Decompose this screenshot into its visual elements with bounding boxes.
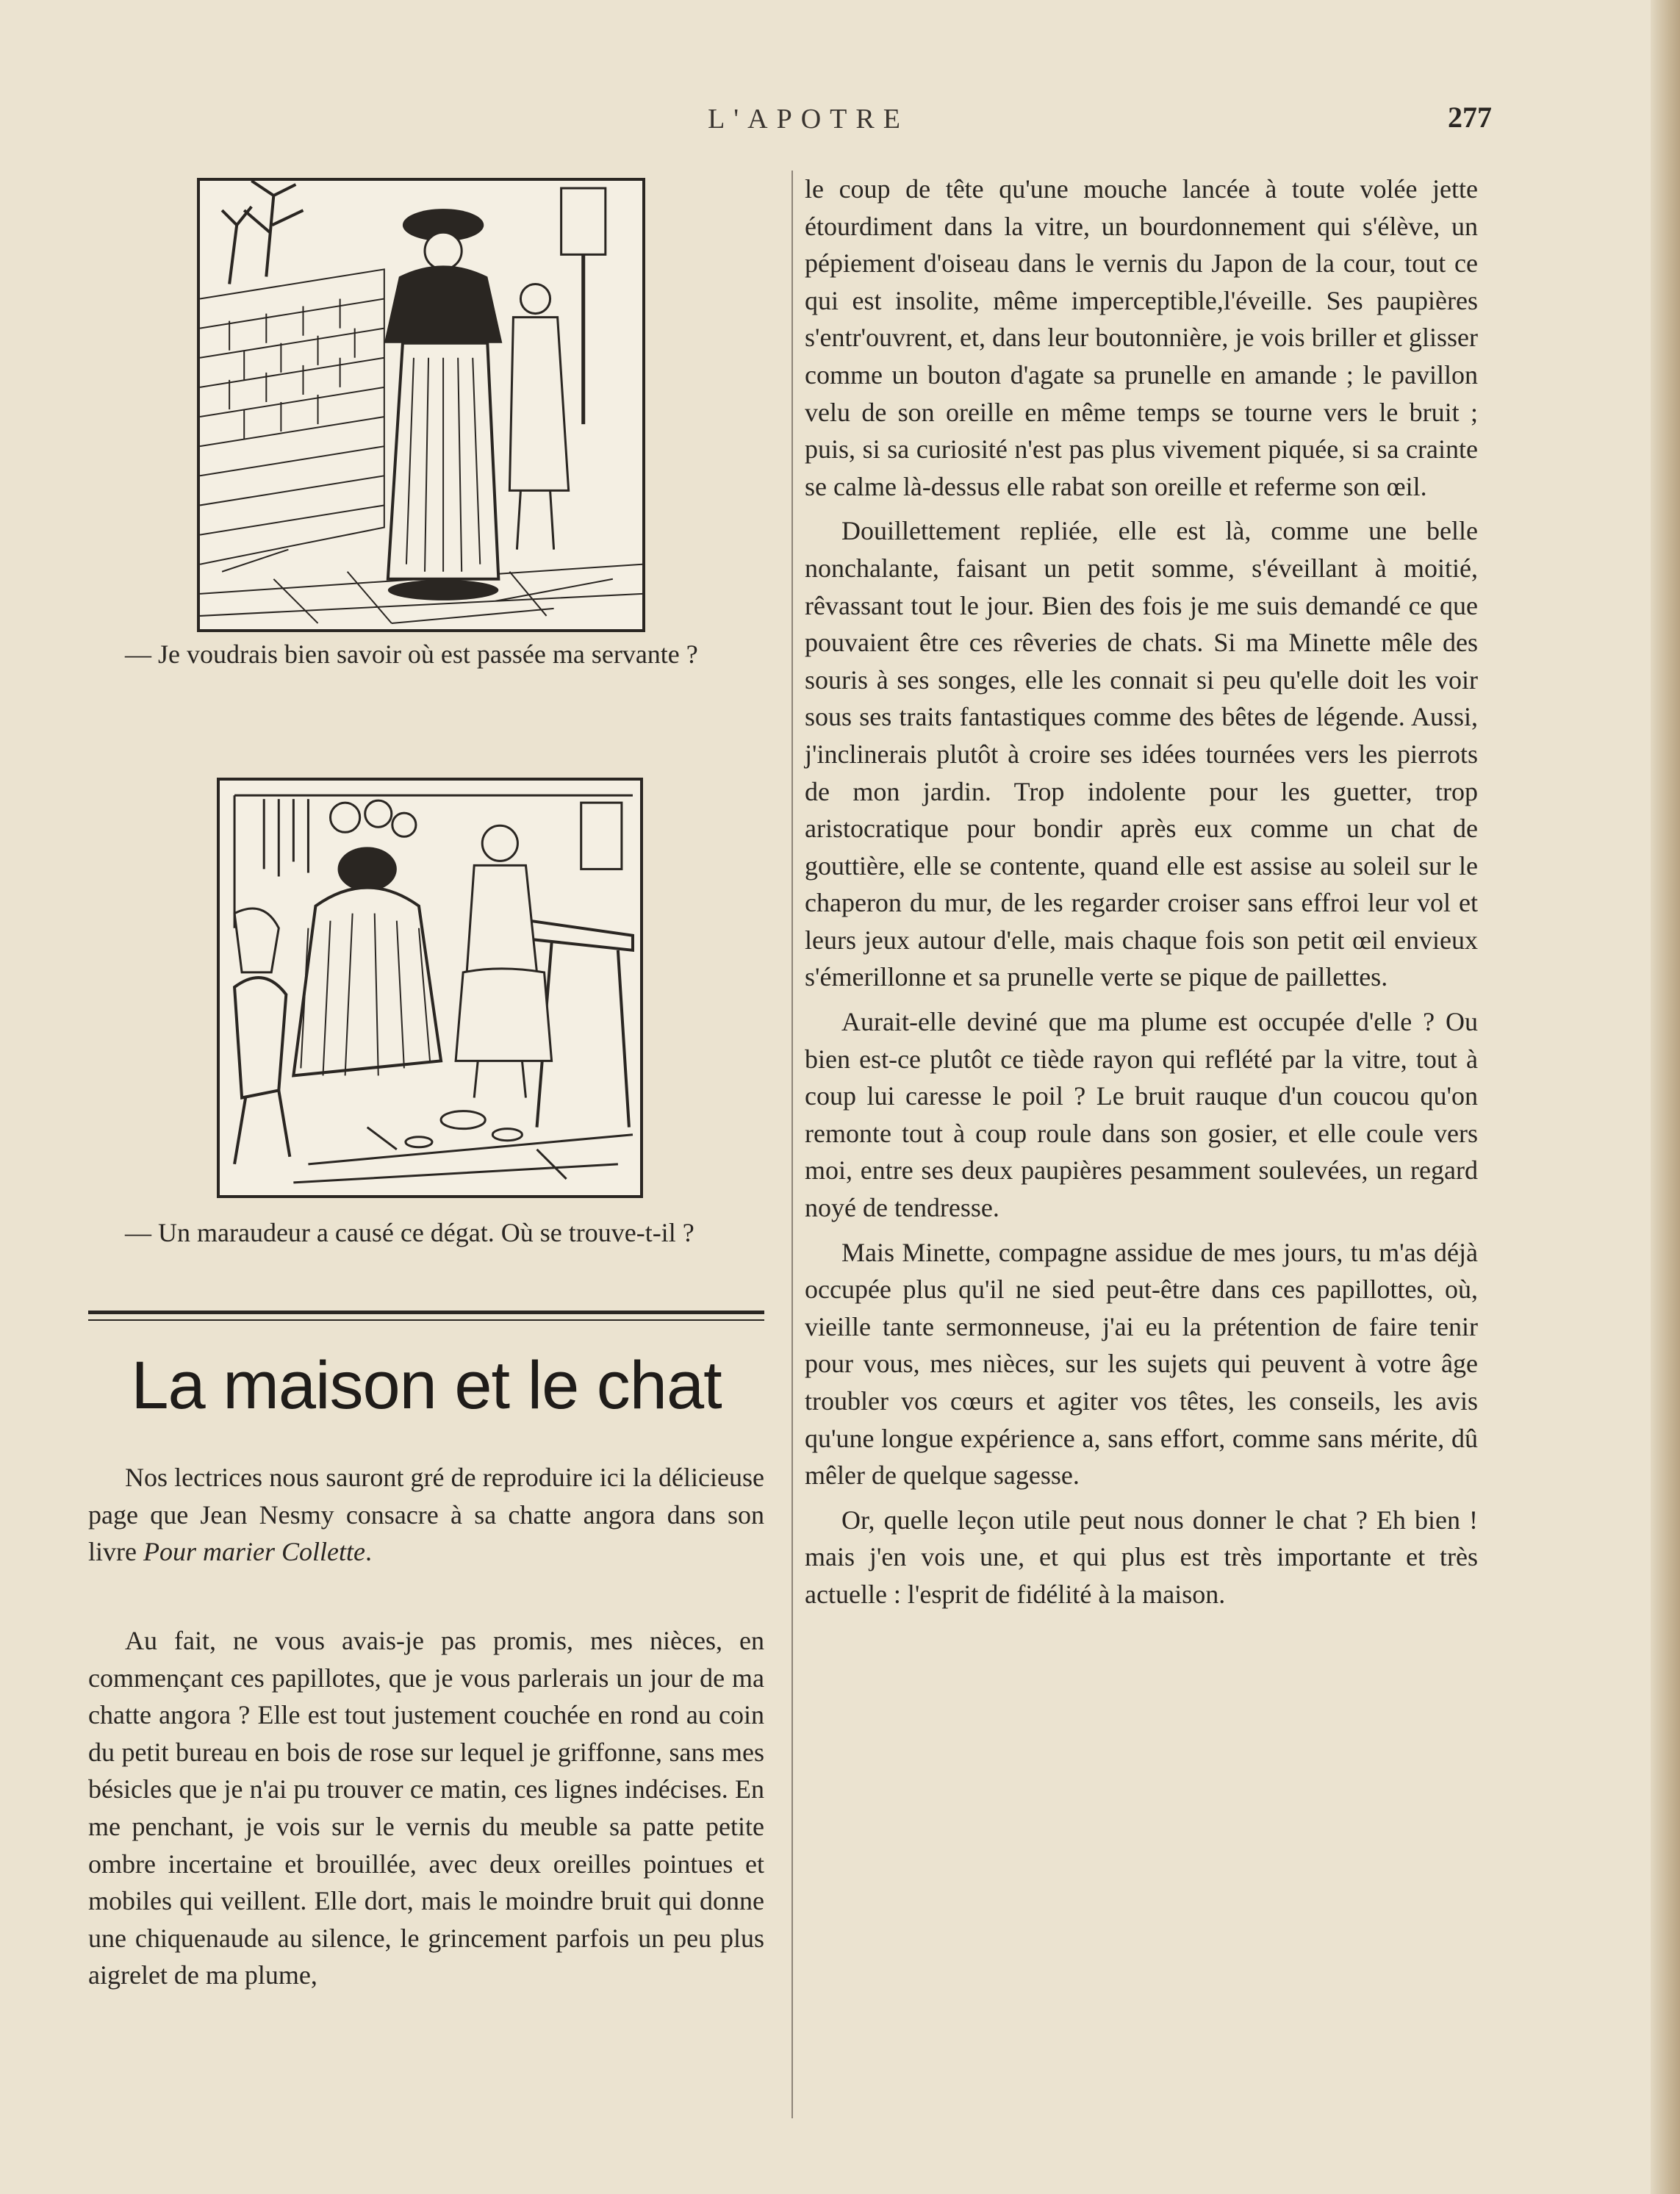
right-column (805, 171, 1478, 1621)
book-title: Pour marier Collette (143, 1537, 365, 1567)
section-rule-thin (88, 1319, 764, 1321)
illustration-kitchen (217, 778, 643, 1198)
page-edge (1651, 0, 1680, 2194)
column-divider (791, 171, 793, 2118)
section-rule-thick (88, 1311, 764, 1314)
article-paragraph: Or, quelle leçon utile peut nous donner le chat ? Eh bien ! mais j'en vois une, et qui plus est très importante et très actuelle : l'esprit de fidélité à la maison. (805, 1505, 1478, 1609)
engraving-lady-icon (200, 181, 642, 629)
running-title: L'APOTRE (708, 104, 909, 135)
article-paragraph: le coup de tête qu'une mouche lancée à toute volée jette étourdiment dans la vitre, un bourdonnement qui s'élève, un pépiement d'oiseau dans le vernis du Japon de la cour, tout ce qui est insolite, même imperceptible,l'éveille. Ses paupières s'entr'ouvrent, et, dans leur boutonnière, je vois briller et glisser comme un bouton d'agate sa prunelle en amande ; le pavillon velu de son oreille en même temps se tourne vers le bruit ; puis, si sa curiosité n'est pas plus vivement piquée, si sa crainte se calme là-dessus elle rabat son oreille et referme son œil. (805, 174, 1478, 501)
intro-period: . (365, 1537, 372, 1567)
illustration-caption-1: — Je voudrais bien savoir où est passée ma servante ? (125, 639, 698, 669)
article-paragraph: Aurait-elle deviné que ma plume est occupée d'elle ? Ou bien est-ce plutôt ce tiède rayon qui reflété par la vitre, tout à coup lui caresse le poil ? Le bruit rauque d'un coucou qu'on remonte tout à coup roule dans son gosier, et elle coule vers moi, entre ses deux paupières pesamment soulevées, un regard noyé de tendresse. (805, 1007, 1478, 1223)
article-paragraph: Douillettement repliée, elle est là, comme une belle nonchalante, faisant un petit somme, s'éveillant à moitié, rêvassant tout le jour. Bien des fois je me suis demandé ce que pouvaient être ces rêveries de chats. Si ma Minette mêle des souris à ses songes, elle les connait si peu qu'elle doit les voir sous ses traits fantastiques comme des bêtes de légende. Aussi, j'inclinerais plutôt à croire ses idées tournées vers les pierrots de mon jardin. Trop indolente pour les guetter, trop aristocratique pour bondir après eux comme un chat de gouttière, elle se contente, quand elle est assise au soleil sur le chaperon du mur, de les regarder croiser sans effroi leur vol et leurs jeux autour d'elle, mais chaque fois son petit œil envieux s'émerillonne et sa prunelle verte se pique de paillettes. (805, 516, 1478, 992)
article-title: La maison et le chat (131, 1348, 722, 1423)
illustration-lady-at-wall (197, 178, 645, 632)
article-body-left: Au fait, ne vous avais-je pas promis, mes nièces, en commençant ces papillotes, que je vous parlerais un jour de ma chatte angora ? Elle est tout justement couchée en rond au coin du petit bureau en bois de rose sur lequel je griffonne, sans mes bésicles que je n'ai pu trouver ce matin, ces lignes indécises. En me penchant, je vois sur le vernis du meuble sa patte petite ombre incertaine et brouillée, avec deux oreilles pointues et mobiles qui veillent. Elle dort, mais le moindre bruit qui donne une chiquenaude au silence, le grincement parfois un peu plus aigrelet de ma plume, (88, 1626, 764, 1990)
page-number: 277 (1448, 101, 1492, 134)
article-intro (88, 1459, 764, 1571)
engraving-kitchen-icon (220, 781, 640, 1195)
illustration-caption-2: — Un maraudeur a causé ce dégat. Où se trouve-t-il ? (125, 1218, 694, 1247)
article-paragraph: Mais Minette, compagne assidue de mes jours, tu m'as déjà occupée plus qu'il ne sied peut-être dans ces papillottes, où, vieille tante sermonneuse, j'ai eu la prétention de faire tenir pour vous, mes nièces, sur les sujets qui peuvent à votre âge troubler vos cœurs et agiter vos têtes, les conseils, les avis qu'une longue expérience a, sans effort, comme sans mérite, dû mêler de quelque sagesse. (805, 1237, 1478, 1491)
intro-text: Nos lectrices nous sauront gré de reproduire ici la délicieuse page que Jean Nesmy consacre à sa chatte angora dans son livre (88, 1463, 764, 1567)
